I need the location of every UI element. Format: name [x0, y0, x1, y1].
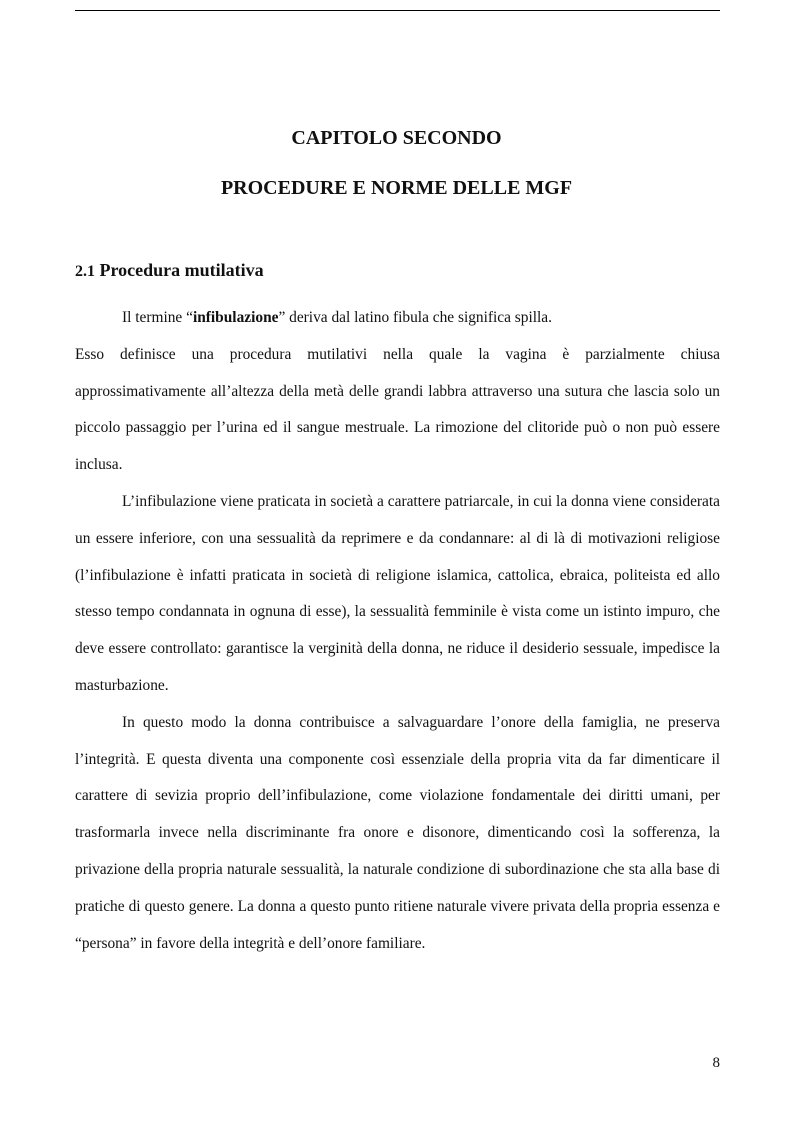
- paragraph-1-start: Il termine “: [122, 309, 193, 326]
- paragraph-2: Esso definisce una procedura mutilativi nella quale la vagina è parzialmente chiusa approssimativamente all’altezza della metà delle grandi labbra attraverso una sutura che lascia solo un piccolo passaggio per l’urina ed il sangue mestruale. La rimozione del clitoride può o non può essere inclusa.: [75, 345, 720, 474]
- paragraph-3: L’infibulazione viene praticata in società a carattere patriarcale, in cui la donna viene considerata un essere inferiore, con una sessualità da reprimere e da condannare: al di là di motivazioni religiose (l’infibulazione è infatti praticata in società di religione islamica, cattolica, ebraica, politeista ed allo stesso tempo condannata in ognuna di esse), la sessualità femminile è vista come un istinto impuro, che deve essere controllato: garantisce la verginità della donna, ne riduce il desiderio sessuale, impedisce la masturbazione.: [75, 492, 720, 694]
- paragraph-1: [75, 300, 720, 337]
- header-rule: [75, 10, 720, 11]
- section-heading: [75, 260, 264, 281]
- page-number: 8: [712, 1055, 720, 1071]
- chapter-title: CAPITOLO SECONDO: [291, 127, 502, 149]
- section-number: 2.1: [75, 263, 95, 280]
- body-text: [75, 300, 720, 962]
- paragraph-4: In questo modo la donna contribuisce a salvaguardare l’onore della famiglia, ne preserva l’integrità. E questa diventa una componente così essenziale della propria vita da far dimenticare il carattere di sevizia proprio dell’infibulazione, come violazione fondamentale dei diritti umani, per trasformarla invece nella discriminante fra onore e disonore, dimenticando così la sofferenza, la privazione della propria naturale sessualità, la naturale condizione di subordinazione che sta alla base di pratiche di questo genere. La donna a questo punto ritiene naturale vivere privata della propria essenza e “persona” in favore della integrità e dell’onore familiare.: [75, 713, 720, 952]
- paragraph-1-end: ” deriva dal latino fibula che significa spilla.: [278, 309, 552, 326]
- term-infibulazione: infibulazione: [192, 309, 279, 326]
- section-title: Procedura mutilativa: [99, 260, 264, 280]
- chapter-subtitle: PROCEDURE E NORME DELLE MGF: [220, 177, 573, 199]
